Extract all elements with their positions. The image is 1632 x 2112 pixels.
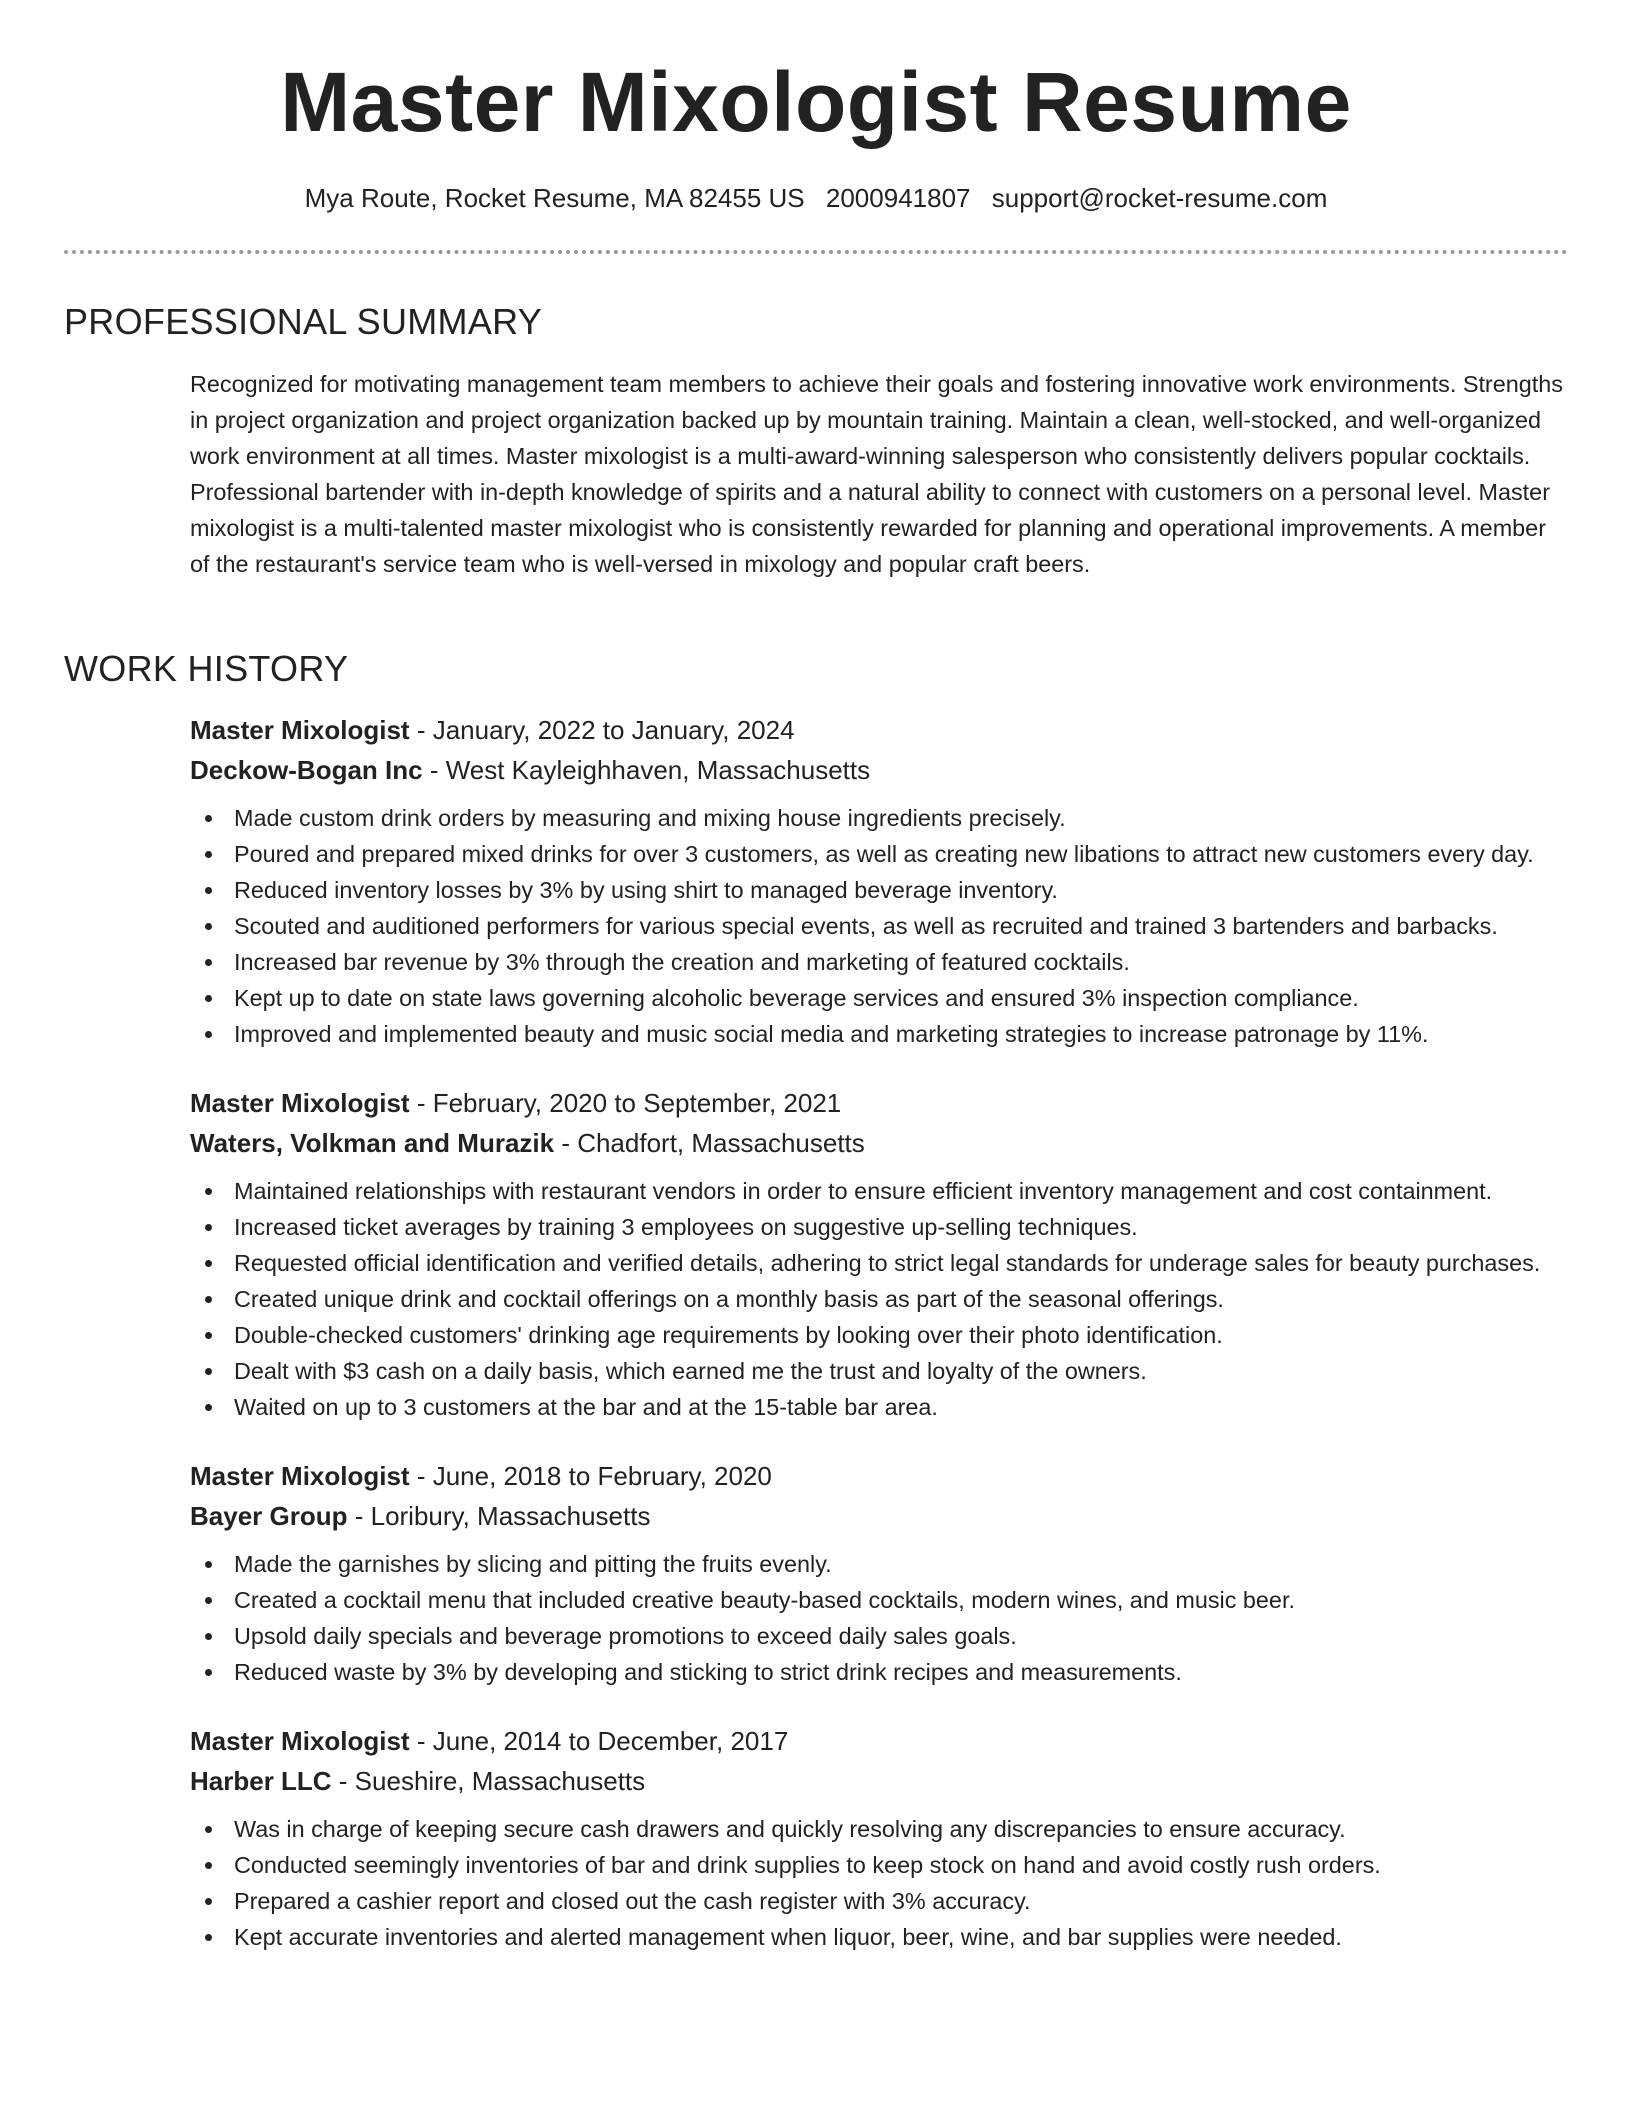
- job-entry: [190, 1083, 1568, 1425]
- job-bullet: Increased ticket averages by training 3 employees on suggestive up-selling techniques.: [234, 1209, 1568, 1245]
- job-bullet: Created unique drink and cocktail offerings on a monthly basis as part of the seasonal offerings.: [234, 1281, 1568, 1317]
- job-company-line: [190, 1123, 1568, 1163]
- job-title: Master Mixologist: [190, 1461, 410, 1491]
- job-bullet: Made the garnishes by slicing and pitting the fruits evenly.: [234, 1546, 1568, 1582]
- job-location: - Sueshire, Massachusetts: [331, 1766, 646, 1796]
- job-bullet: Increased bar revenue by 3% through the creation and marketing of featured cocktails.: [234, 944, 1568, 980]
- job-bullet: Kept accurate inventories and alerted management when liquor, beer, wine, and bar supplies were needed.: [234, 1919, 1568, 1955]
- resume-title: Master Mixologist Resume: [280, 55, 1352, 149]
- job-bullets: [190, 1811, 1568, 1955]
- job-bullet: Upsold daily specials and beverage promotions to exceed daily sales goals.: [234, 1618, 1568, 1654]
- job-bullet: Was in charge of keeping secure cash drawers and quickly resolving any discrepancies to ensure accuracy.: [234, 1811, 1568, 1847]
- job-bullet: Requested official identification and verified details, adhering to strict legal standards for underage sales for beauty purchases.: [234, 1245, 1568, 1281]
- job-company: Bayer Group: [190, 1501, 348, 1531]
- job-bullet: Double-checked customers' drinking age requirements by looking over their photo identification.: [234, 1317, 1568, 1353]
- job-bullet: Improved and implemented beauty and music social media and marketing strategies to increase patronage by 11%.: [234, 1016, 1568, 1052]
- job-bullets: [190, 800, 1568, 1052]
- job-entry: [190, 710, 1568, 1052]
- job-title-line: [190, 1456, 1568, 1496]
- job-title: Master Mixologist: [190, 715, 410, 745]
- job-dates: - June, 2014 to December, 2017: [409, 1726, 789, 1756]
- job-bullet: Made custom drink orders by measuring and mixing house ingredients precisely.: [234, 800, 1568, 836]
- job-dates: - January, 2022 to January, 2024: [409, 715, 795, 745]
- contact-email: support@rocket-resume.com: [991, 183, 1328, 213]
- job-bullet: Conducted seemingly inventories of bar and drink supplies to keep stock on hand and avoid costly rush orders.: [234, 1847, 1568, 1883]
- summary-text: Recognized for motivating management team members to achieve their goals and fostering innovative work environments. Strengths in project organization and project organization backed up by mountain training. Maintain a clean, well-stocked, and well-organized work environment at all times. Master mixologist is a multi-award-winning salesperson who consistently delivers popular cocktails. Professional bartender with in-depth knowledge of spirits and a natural ability to connect with customers on a personal level. Master mixologist is a multi-talented master mixologist who is consistently rewarded for planning and operational improvements. A member of the restaurant's service team who is well-versed in mixology and popular craft beers.: [190, 371, 1563, 577]
- header-divider: [64, 250, 1568, 254]
- job-entry: [190, 1721, 1568, 1955]
- contact-address: Mya Route, Rocket Resume, MA 82455 US: [304, 183, 805, 213]
- job-bullets: [190, 1173, 1568, 1425]
- work-history-heading: WORK HISTORY: [64, 648, 349, 689]
- job-bullet: Created a cocktail menu that included creative beauty-based cocktails, modern wines, and music beer.: [234, 1582, 1568, 1618]
- contact-phone: 2000941807: [825, 183, 971, 213]
- job-bullet: Poured and prepared mixed drinks for over 3 customers, as well as creating new libations to attract new customers every day.: [234, 836, 1568, 872]
- job-title-line: [190, 710, 1568, 750]
- job-bullets: [190, 1546, 1568, 1690]
- job-title: Master Mixologist: [190, 1726, 410, 1756]
- job-dates: - June, 2018 to February, 2020: [409, 1461, 772, 1491]
- job-bullet: Dealt with $3 cash on a daily basis, which earned me the trust and loyalty of the owners.: [234, 1353, 1568, 1389]
- job-bullet: Prepared a cashier report and closed out the cash register with 3% accuracy.: [234, 1883, 1568, 1919]
- job-bullet: Kept up to date on state laws governing alcoholic beverage services and ensured 3% inspection compliance.: [234, 980, 1568, 1016]
- job-bullet: Reduced waste by 3% by developing and sticking to strict drink recipes and measurements.: [234, 1654, 1568, 1690]
- job-entry: [190, 1456, 1568, 1690]
- job-bullet: Waited on up to 3 customers at the bar and at the 15-table bar area.: [234, 1389, 1568, 1425]
- job-company-line: [190, 750, 1568, 790]
- job-company-line: [190, 1761, 1568, 1801]
- job-location: - Chadfort, Massachusetts: [554, 1128, 865, 1158]
- work-history-list: [190, 710, 1568, 1986]
- job-bullet: Reduced inventory losses by 3% by using shirt to managed beverage inventory.: [234, 872, 1568, 908]
- job-title: Master Mixologist: [190, 1088, 410, 1118]
- job-company-line: [190, 1496, 1568, 1536]
- job-title-line: [190, 1721, 1568, 1761]
- job-dates: - February, 2020 to September, 2021: [409, 1088, 842, 1118]
- job-company: Deckow-Bogan Inc: [190, 755, 423, 785]
- summary-heading: PROFESSIONAL SUMMARY: [64, 301, 543, 342]
- job-company: Harber LLC: [190, 1766, 332, 1796]
- job-title-line: [190, 1083, 1568, 1123]
- job-location: - West Kayleighhaven, Massachusetts: [422, 755, 871, 785]
- job-company: Waters, Volkman and Murazik: [190, 1128, 555, 1158]
- job-location: - Loribury, Massachusetts: [347, 1501, 651, 1531]
- job-bullet: Scouted and auditioned performers for various special events, as well as recruited and trained 3 bartenders and barbacks.: [234, 908, 1568, 944]
- job-bullet: Maintained relationships with restaurant vendors in order to ensure efficient inventory management and cost containment.: [234, 1173, 1568, 1209]
- contact-line: [0, 180, 1632, 216]
